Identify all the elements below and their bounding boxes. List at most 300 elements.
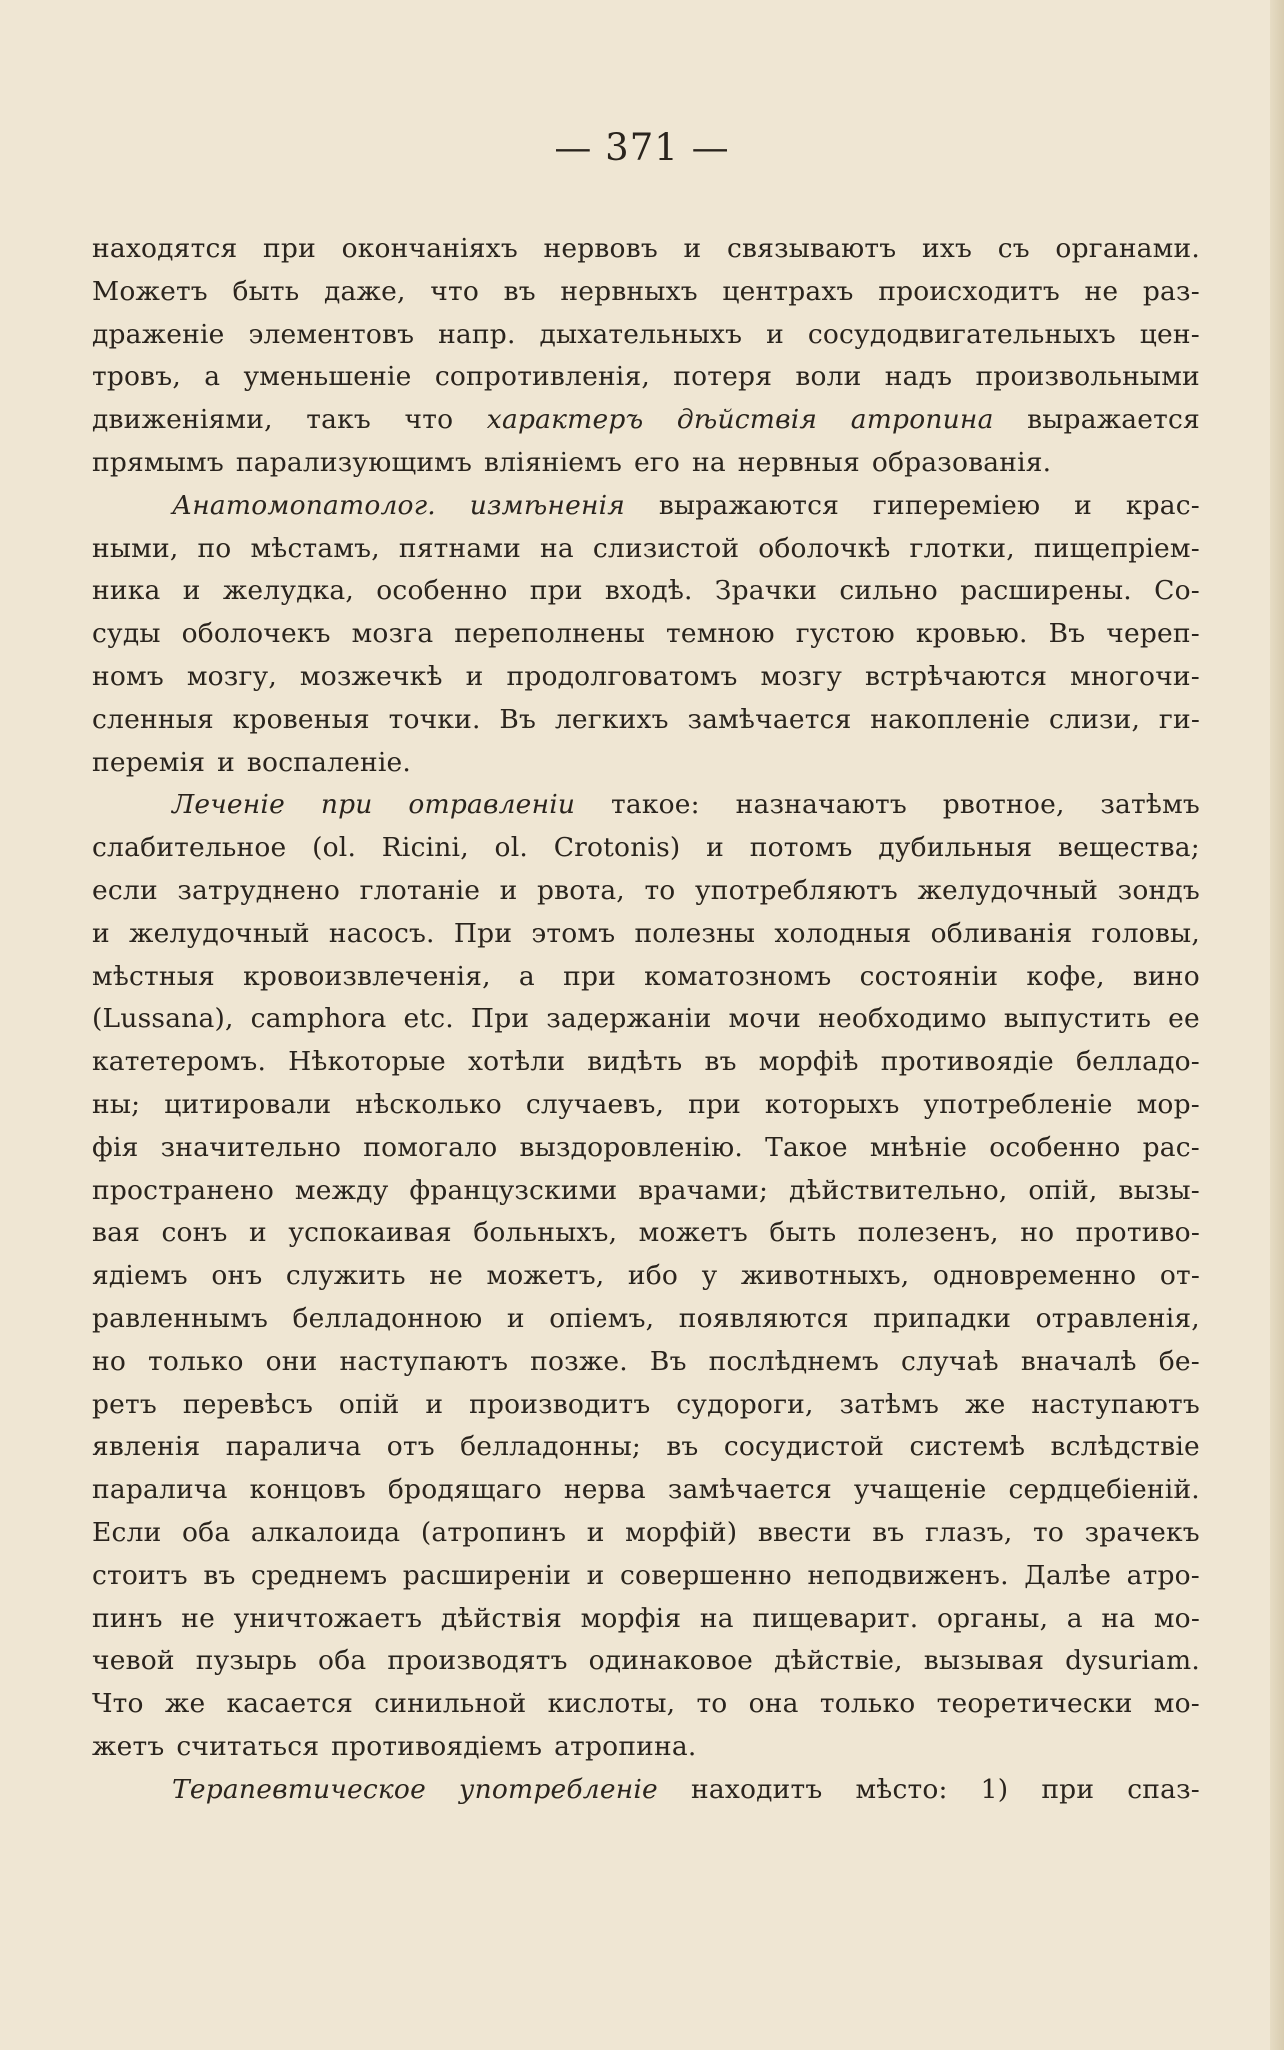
- word: кровеныя: [232, 703, 370, 735]
- word: вещества;: [1058, 832, 1200, 864]
- text-line: [92, 742, 1200, 785]
- word: образованія.: [871, 446, 1052, 478]
- word: (атропинъ: [420, 1516, 567, 1548]
- text-line: [92, 528, 1200, 571]
- word: крас-: [1125, 489, 1200, 521]
- word: отравленія,: [1035, 1302, 1200, 1334]
- word: полезенъ,: [857, 1217, 999, 1249]
- word: дѣйствія: [440, 1602, 563, 1634]
- word: только: [819, 1688, 916, 1720]
- word: вслѣдствіе: [1050, 1431, 1200, 1463]
- word: связываютъ: [727, 233, 897, 264]
- word: быть: [769, 1217, 837, 1249]
- word: ника: [92, 575, 161, 607]
- italic-word: измѣненія: [469, 489, 626, 521]
- word: при: [263, 233, 316, 264]
- word: кровоизвлеченія,: [243, 960, 491, 992]
- word: головы,: [1091, 917, 1200, 949]
- word: ретъ: [92, 1388, 157, 1420]
- word: кофе,: [1026, 960, 1105, 992]
- word: только: [148, 1345, 244, 1377]
- word: а: [518, 960, 535, 992]
- word: вызывая: [923, 1645, 1045, 1677]
- text-line: [92, 485, 1200, 528]
- word: что: [404, 404, 454, 436]
- word: зондъ: [1117, 874, 1200, 906]
- word: припадки: [873, 1302, 1012, 1334]
- word: дыхательныхъ: [539, 318, 743, 350]
- word: прямымъ: [92, 446, 224, 478]
- word: одинаковое: [588, 1645, 754, 1677]
- word: мо-: [1153, 1602, 1200, 1634]
- text-line: [92, 1640, 1200, 1683]
- word: употребляютъ: [694, 874, 898, 906]
- word: явленія: [92, 1431, 201, 1463]
- word: пищеварит.: [752, 1602, 919, 1634]
- word: сонъ: [161, 1217, 228, 1249]
- word: успокаивая: [288, 1217, 452, 1249]
- text-line: [92, 656, 1200, 699]
- word: белладонною: [292, 1302, 483, 1334]
- italic-word: при: [320, 789, 373, 821]
- text-line: [92, 699, 1200, 742]
- word: etc.: [403, 1003, 454, 1035]
- word: нѣсколько: [355, 1088, 502, 1120]
- word: и: [766, 318, 784, 350]
- word: концовъ: [249, 1474, 366, 1506]
- word: При: [470, 1003, 530, 1035]
- word: обливанія: [930, 917, 1073, 949]
- word: среднемъ: [251, 1559, 388, 1591]
- italic-word: характеръ: [486, 404, 644, 436]
- word: Зрачки: [714, 575, 818, 607]
- word: легкихъ: [554, 703, 669, 735]
- word: рвотное,: [942, 789, 1065, 821]
- word: выражается: [1027, 404, 1200, 436]
- text-line: [92, 870, 1200, 913]
- word: белладонны;: [460, 1431, 641, 1463]
- word: раз-: [1142, 275, 1200, 307]
- word: особенно: [989, 1131, 1121, 1163]
- word: спаз-: [1127, 1773, 1200, 1805]
- text-line: [92, 1555, 1200, 1598]
- word: мнѣніе: [869, 1131, 968, 1163]
- word: она: [748, 1688, 799, 1720]
- word: неподвиженъ.: [807, 1559, 1009, 1591]
- word: противо-: [1075, 1217, 1200, 1249]
- word: воли: [795, 361, 862, 393]
- word: одновременно: [932, 1260, 1137, 1292]
- word: Можетъ: [92, 275, 208, 307]
- word: мор-: [1136, 1088, 1200, 1120]
- body-text: [92, 228, 1200, 1811]
- word: судороги,: [676, 1388, 814, 1420]
- text-line: [92, 1041, 1200, 1084]
- word: потеря: [673, 361, 773, 393]
- word: выздоровленію.: [519, 1131, 744, 1163]
- word: въ: [872, 1516, 905, 1548]
- word: глотаніе: [359, 874, 481, 906]
- text-line: [92, 913, 1200, 956]
- word: Crotonis): [553, 832, 681, 864]
- text-line: [92, 998, 1200, 1041]
- word: точки.: [388, 703, 481, 735]
- word: они: [265, 1345, 318, 1377]
- word: выражаются: [658, 489, 840, 521]
- page-edge: [1270, 0, 1284, 2050]
- word: и: [499, 874, 518, 906]
- word: желудочный: [129, 917, 310, 949]
- word: у: [701, 1260, 718, 1292]
- word: особенно: [376, 575, 508, 607]
- italic-word: Терапевтическое: [172, 1773, 426, 1805]
- word: замѣчается: [687, 703, 852, 735]
- word: вначалѣ: [1020, 1345, 1137, 1377]
- word: затѣмъ: [839, 1388, 940, 1420]
- text-line: [92, 314, 1200, 357]
- word: dysuriam.: [1065, 1645, 1200, 1677]
- word: череп-: [1106, 618, 1200, 650]
- word: (Lussana),: [92, 1003, 234, 1035]
- word: при: [1041, 1773, 1095, 1805]
- word: слизи,: [1049, 703, 1141, 735]
- word: появляются: [678, 1302, 849, 1334]
- word: накопленіе: [870, 703, 1031, 735]
- word: въ: [203, 1559, 236, 1591]
- word: густою: [795, 618, 895, 650]
- text-line: [92, 784, 1200, 827]
- word: кислоты,: [547, 1688, 676, 1720]
- word: сосудистой: [723, 1431, 885, 1463]
- word: же: [164, 1688, 206, 1720]
- word: находитъ: [690, 1773, 823, 1805]
- word: на: [699, 1602, 734, 1634]
- word: и: [586, 1516, 605, 1548]
- word: мо-: [1153, 1688, 1200, 1720]
- word: цен-: [1139, 318, 1200, 350]
- word: мозжечкѣ: [299, 660, 443, 692]
- word: ибо: [627, 1260, 679, 1292]
- word: camphora: [250, 1003, 387, 1035]
- word: и: [1074, 489, 1092, 521]
- word: такъ: [306, 404, 371, 436]
- word: пищепріем-: [1033, 532, 1200, 564]
- text-line: [92, 1726, 1200, 1769]
- word: находятся: [92, 233, 238, 264]
- word: и: [706, 832, 725, 864]
- word: замѣчается: [667, 1474, 832, 1506]
- word: Въ: [649, 1345, 687, 1377]
- word: ввести: [757, 1516, 852, 1548]
- text-line: [92, 1255, 1200, 1298]
- word: между: [294, 1174, 389, 1206]
- word: французскими: [409, 1174, 618, 1206]
- word: парализующимъ: [235, 446, 473, 478]
- word: органы,: [937, 1602, 1049, 1634]
- word: вызы-: [1118, 1174, 1200, 1206]
- word: выпустить: [1003, 1003, 1152, 1035]
- word: драженіе: [92, 318, 225, 350]
- word: происходитъ: [878, 275, 1060, 307]
- word: расширеніи: [402, 1559, 572, 1591]
- word: нервныхъ: [560, 275, 698, 307]
- word: фія: [92, 1131, 139, 1163]
- word: этомъ: [531, 917, 616, 949]
- word: въ: [503, 275, 536, 307]
- word: ги-: [1158, 703, 1200, 735]
- word: касается: [226, 1688, 354, 1720]
- word: кровью.: [915, 618, 1028, 650]
- italic-word: дѣйствія: [676, 404, 818, 436]
- word: Если: [92, 1516, 162, 1548]
- word: состояніи: [859, 960, 999, 992]
- word: и: [586, 1559, 605, 1591]
- word: учащеніе: [853, 1474, 987, 1506]
- word: белладо-: [1075, 1046, 1200, 1078]
- word: мѣстамъ,: [250, 532, 380, 564]
- text-line: [92, 1212, 1200, 1255]
- word: ol.: [494, 832, 529, 864]
- word: переполнены: [454, 618, 646, 650]
- word: которыхъ: [764, 1088, 900, 1120]
- word: Въ: [499, 703, 537, 735]
- word: сленныя: [92, 703, 214, 735]
- word: оболочекъ: [181, 618, 331, 650]
- italic-word: отравленіи: [408, 789, 576, 821]
- word: и: [506, 1302, 525, 1334]
- word: потомъ: [749, 832, 853, 864]
- word: дѣйствіе,: [774, 1645, 903, 1677]
- page-number: — 371 —: [554, 126, 730, 169]
- word: холодныя: [774, 917, 912, 949]
- italic-word: атропина: [850, 404, 994, 436]
- word: глазъ,: [925, 1516, 1013, 1548]
- word: на: [692, 446, 726, 478]
- word: помогало: [363, 1131, 498, 1163]
- word: вліяніемъ: [483, 446, 623, 478]
- word: то: [696, 1688, 728, 1720]
- text-line: [92, 1769, 1200, 1812]
- word: и: [465, 660, 484, 692]
- word: и: [683, 233, 702, 264]
- word: при: [529, 575, 583, 607]
- word: опій,: [1028, 1174, 1098, 1206]
- word: не: [1084, 275, 1119, 307]
- word: въ: [704, 1046, 737, 1078]
- word: Нѣкоторые: [288, 1046, 446, 1078]
- word: онъ: [211, 1260, 263, 1292]
- word: при: [563, 960, 616, 992]
- word: видѣть: [587, 1046, 683, 1078]
- word: считаться: [176, 1730, 320, 1762]
- word: пятнами: [398, 532, 522, 564]
- word: хотѣли: [467, 1046, 566, 1078]
- text-line: [92, 442, 1200, 485]
- word: быть: [232, 275, 300, 307]
- word: воспаленіе.: [246, 746, 412, 778]
- word: встрѣчаются: [865, 660, 1048, 692]
- word: цитировали: [164, 1088, 332, 1120]
- word: и: [217, 746, 235, 778]
- word: мозга: [351, 618, 434, 650]
- word: опіемъ,: [549, 1302, 655, 1334]
- word: бродящаго: [387, 1474, 542, 1506]
- word: оболочкѣ: [758, 532, 891, 564]
- word: уничтожаетъ: [233, 1602, 423, 1634]
- text-line: [92, 1341, 1200, 1384]
- word: ными,: [92, 532, 179, 564]
- word: позже.: [530, 1345, 628, 1377]
- word: можетъ,: [486, 1260, 605, 1292]
- word: можетъ: [638, 1217, 748, 1249]
- word: Со-: [1154, 575, 1200, 607]
- word: Такое: [765, 1131, 848, 1163]
- word: суды: [92, 618, 161, 650]
- word: морфія: [580, 1602, 682, 1634]
- word: сильно: [839, 575, 938, 607]
- text-line: [92, 1298, 1200, 1341]
- word: Ricini,: [381, 832, 469, 864]
- word: дубильныя: [878, 832, 1033, 864]
- word: значительно: [160, 1131, 342, 1163]
- word: 1): [980, 1773, 1009, 1805]
- word: движеніями,: [92, 404, 273, 436]
- word: ее: [1168, 1003, 1200, 1035]
- text-line: [92, 271, 1200, 314]
- word: гипереміею: [872, 489, 1041, 521]
- word: расширены.: [960, 575, 1132, 607]
- word: наступаютъ: [339, 1345, 509, 1377]
- word: зрачекъ: [1084, 1516, 1200, 1548]
- word: слабительное: [92, 832, 287, 864]
- word: на: [1101, 1602, 1136, 1634]
- text-line: [92, 827, 1200, 870]
- word: сердцебіеній.: [1008, 1474, 1200, 1506]
- word: послѣднемъ: [708, 1345, 880, 1377]
- word: центрахъ: [722, 275, 854, 307]
- word: врачами;: [638, 1174, 769, 1206]
- word: нервовъ: [543, 233, 658, 264]
- word: опій: [338, 1388, 400, 1420]
- text-line: [92, 570, 1200, 613]
- word: затѣмъ: [1100, 789, 1200, 821]
- word: что: [430, 275, 479, 307]
- word: входѣ.: [604, 575, 693, 607]
- word: ядіемъ: [92, 1260, 188, 1292]
- word: рас-: [1142, 1131, 1200, 1163]
- word: Въ: [1048, 618, 1086, 650]
- word: употребленіе: [923, 1088, 1113, 1120]
- word: полезны: [634, 917, 756, 949]
- word: не: [181, 1602, 215, 1634]
- word: бе-: [1158, 1345, 1200, 1377]
- word: если: [92, 874, 158, 906]
- word: отъ: [386, 1431, 435, 1463]
- word: оба: [182, 1516, 231, 1548]
- italic-word: Леченіе: [172, 789, 285, 821]
- word: противоядіемъ: [331, 1730, 543, 1762]
- word: чевой: [92, 1645, 175, 1677]
- word: окончаніяхъ: [341, 233, 518, 264]
- word: затруднено: [177, 874, 341, 906]
- word: назначаютъ: [735, 789, 907, 821]
- word: нервныя: [737, 446, 860, 478]
- word: мѣсто:: [855, 1773, 948, 1805]
- word: тровъ,: [92, 361, 181, 393]
- word: Что: [92, 1688, 144, 1720]
- word: даже,: [324, 275, 406, 307]
- word: мозгу: [760, 660, 843, 692]
- word: продолговатомъ: [506, 660, 738, 692]
- word: при: [688, 1088, 741, 1120]
- text-line: [92, 1170, 1200, 1213]
- word: синильной: [374, 1688, 527, 1720]
- word: противоядіе: [880, 1046, 1054, 1078]
- word: производятъ: [387, 1645, 568, 1677]
- word: паралича: [92, 1474, 228, 1506]
- word: атропина.: [554, 1730, 697, 1762]
- word: оба: [318, 1645, 367, 1677]
- word: служить: [285, 1260, 406, 1292]
- word: от-: [1159, 1260, 1200, 1292]
- word: пузырь: [195, 1645, 298, 1677]
- word: теоретически: [936, 1688, 1133, 1720]
- text-line: [92, 1683, 1200, 1726]
- word: катетеромъ.: [92, 1046, 267, 1078]
- word: въ: [666, 1431, 699, 1463]
- word: мочи: [728, 1003, 802, 1035]
- text-line: [92, 228, 1200, 271]
- word: вино: [1132, 960, 1200, 992]
- word: При: [453, 917, 513, 949]
- word: не: [429, 1260, 463, 1292]
- text-line: [92, 1127, 1200, 1170]
- word: морфіѣ: [758, 1046, 859, 1078]
- word: совершенно: [620, 1559, 792, 1591]
- text-line: [92, 1469, 1200, 1512]
- text-line: [92, 1384, 1200, 1427]
- word: алкалоида: [250, 1516, 401, 1548]
- word: ны;: [92, 1088, 141, 1120]
- word: случаѣ: [901, 1345, 999, 1377]
- italic-word: Анатомопатолог.: [172, 489, 436, 521]
- word: и: [182, 575, 201, 607]
- word: такое:: [611, 789, 700, 821]
- word: желудка,: [222, 575, 355, 607]
- text-line: [92, 356, 1200, 399]
- text-line: [92, 1426, 1200, 1469]
- word: нерва: [563, 1474, 646, 1506]
- word: паралича: [225, 1431, 362, 1463]
- word: глотки,: [909, 532, 1015, 564]
- word: напр.: [438, 318, 516, 350]
- word: но: [1020, 1217, 1055, 1249]
- word: пространено: [92, 1174, 275, 1206]
- word: его: [633, 446, 681, 478]
- word: необходимо: [818, 1003, 987, 1035]
- word: а: [204, 361, 221, 393]
- word: дѣйствительно,: [788, 1174, 1008, 1206]
- word: мозгу,: [186, 660, 277, 692]
- word: же: [965, 1388, 1006, 1420]
- word: надъ: [884, 361, 953, 393]
- word: и: [249, 1217, 267, 1249]
- word: перемія: [92, 746, 206, 778]
- word: сосудодвигательныхъ: [807, 318, 1116, 350]
- word: а: [1066, 1602, 1083, 1634]
- word: животныхъ,: [740, 1260, 910, 1292]
- word: пинъ: [92, 1602, 163, 1634]
